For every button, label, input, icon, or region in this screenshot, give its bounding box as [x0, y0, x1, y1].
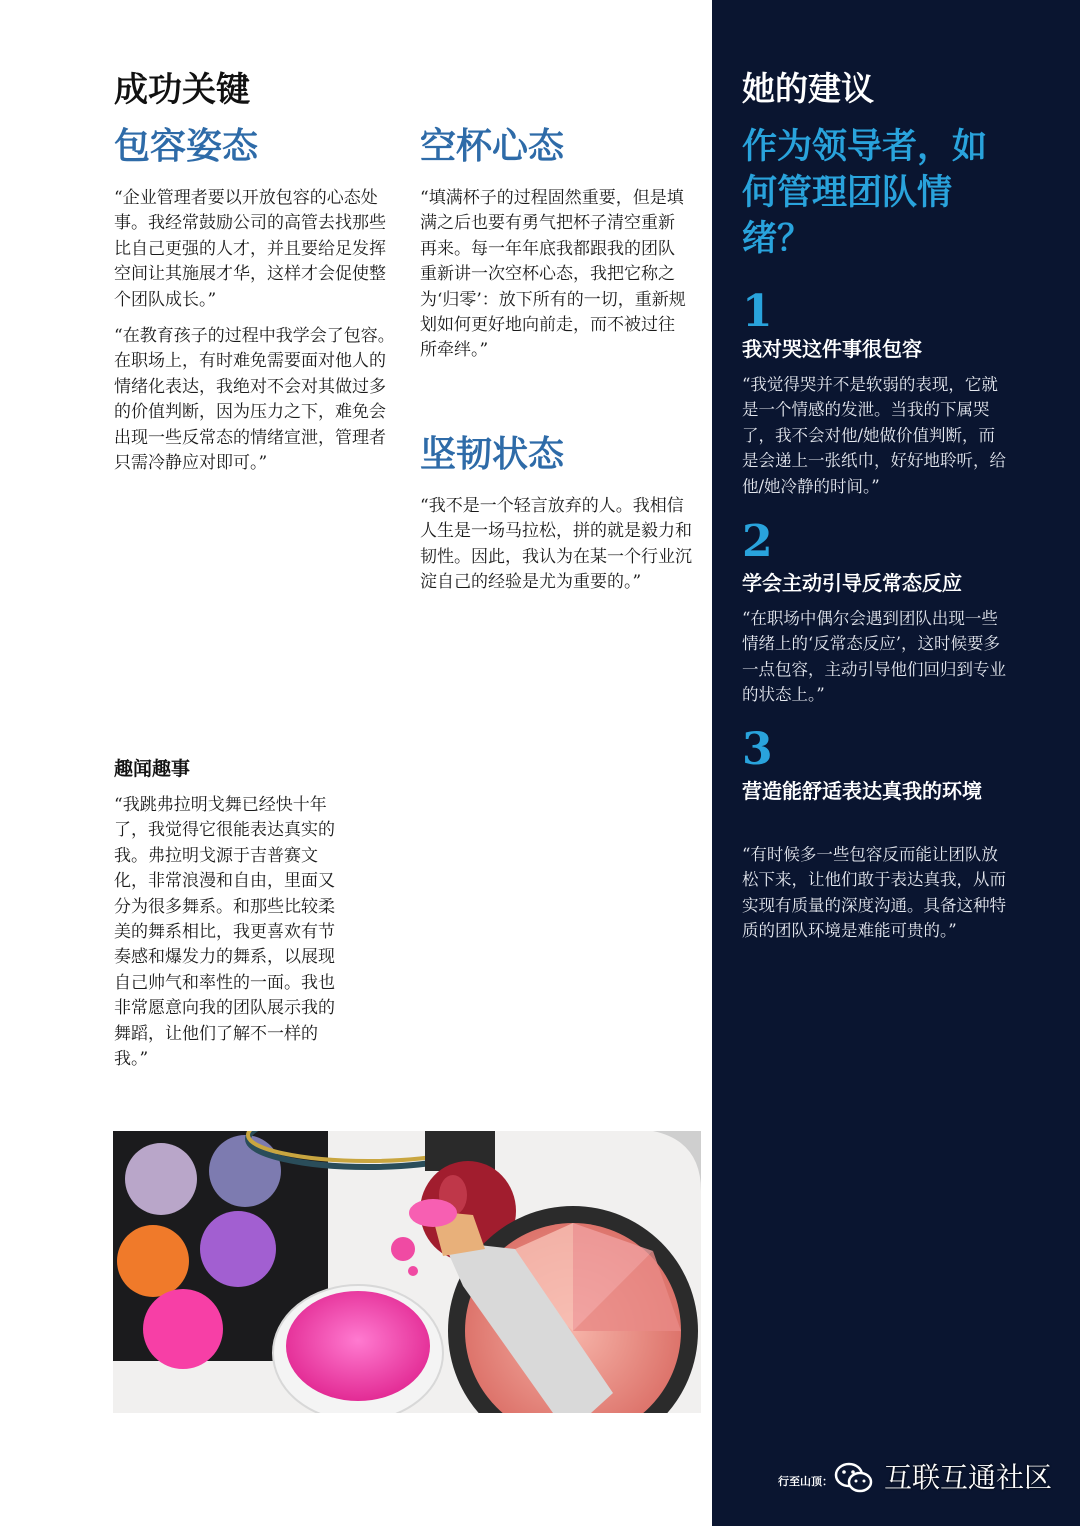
tip-title-3: 营造能舒适表达真我的环境 — [742, 779, 982, 803]
tip-number-2: 2 — [742, 516, 773, 567]
heading-empty-cup: 空杯心态 — [420, 125, 565, 167]
watermark-text: 互联互通社区 — [884, 1461, 1053, 1494]
tip-body-1: “我觉得哭并不是软弱的表现，它就是一个情感的发泄。当我的下属哭了，我不会对他/她做价值判断，而是会递上一张纸巾，好好地聆听，给他/她冷静的时间。” — [742, 375, 1006, 496]
fun-facts-text: “我跳弗拉明戈舞已经快十年了，我觉得它很能表达真实的我。弗拉明戈源于吉普赛文化，非常浪漫和自由，里面又分为很多舞系。和那些比较柔美的舞系相比，我更喜欢有节奏感和爆发力的舞系，以展现自己帅气和率性的一面。我也非常愿意向我的团队展示我的舞蹈，让他们了解不一样的我。” — [114, 795, 335, 1070]
tip-title-1: 我对哭这件事很包容 — [742, 337, 922, 361]
quote-resilience: “我不是一个轻言放弃的人。我相信人生是一场马拉松，拼的就是毅力和韧性。因此，我认为在某一个行业沉淀自己的经验是尤为重要的。” — [420, 496, 692, 593]
heading-inclusive: 包容姿态 — [114, 125, 259, 167]
tip-title-2: 学会主动引导反常态反应 — [742, 571, 962, 595]
tip-body-3: “有时候多一些包容反而能让团队放松下来，让他们敢于表达真我，从而实现有质量的深度沟通。具备这种特质的团队环境是难能可贵的。” — [742, 845, 1006, 941]
quote-inclusive-1: “企业管理者要以开放包容的心态处事。我经常鼓励公司的高管去找那些比自己更强的人才，并且要给足发挥空间让其施展才华，这样才会促使整个团队成长。” — [114, 188, 386, 310]
watermark — [834, 1458, 1052, 1498]
wechat-icon — [834, 1461, 874, 1495]
sidebar-title: 她的建议 — [742, 69, 874, 108]
footer-caption: 行至山顶： — [778, 1475, 833, 1488]
quote-empty-cup: “填满杯子的过程固然重要，但是填满之后也要有勇气把杯子清空重新再来。每一年年底我都跟我的团队重新讲一次空杯心态，我把它称之为‘归零’：放下所有的一切，重新规划如何更好地向前走，而不被过往所牵绊。” — [420, 188, 686, 361]
tip-number-3: 3 — [742, 724, 773, 775]
quote-inclusive-2: “在教育孩子的过程中我学会了包容。在职场上，有时难免需要面对他人的情绪化表达，我绝对不会对其做过多的价值判断，因为压力之下，难免会出现一些反常态的情绪宣泄，管理者只需冷静应对即可。” — [114, 326, 395, 474]
cosmetics-photo — [113, 1131, 701, 1413]
tip-body-2: “在职场中偶尔会遇到团队出现一些情绪上的‘反常态反应’，这时候要多一点包容，主动引导他们回归到专业的状态上。” — [742, 609, 1006, 705]
heading-resilience: 坚韧状态 — [420, 433, 565, 475]
sidebar-subtitle: 作为领导者，如何管理团队情绪？ — [742, 126, 988, 259]
fun-facts-title: 趣闻趣事 — [114, 758, 191, 780]
section-title: 成功关键 — [114, 70, 250, 110]
tip-number-1: 1 — [742, 286, 773, 337]
